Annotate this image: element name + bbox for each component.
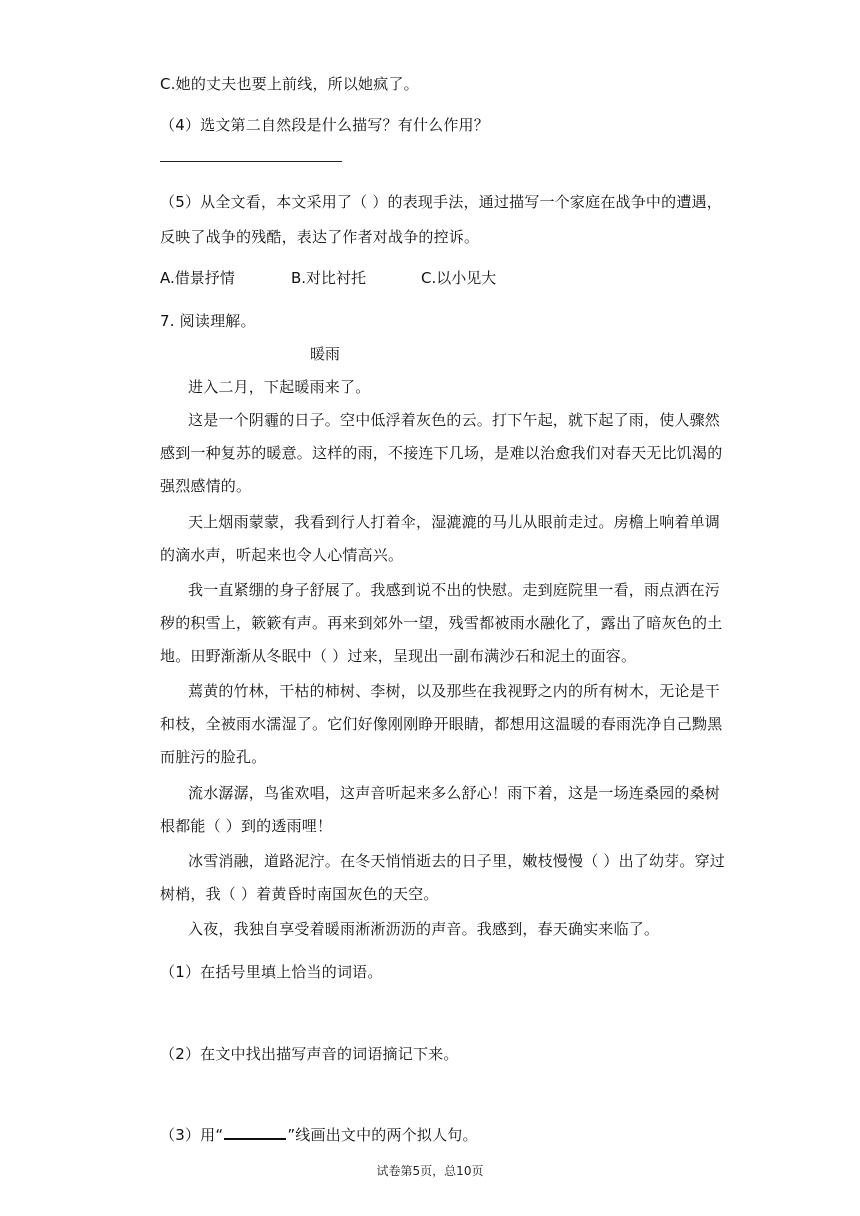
paragraph-3-line-1: 天上烟雨蒙蒙，我看到行人打着伞，湿漉漉的马儿从眼前走过。房檐上响着单调: [188, 513, 721, 531]
q7-sub-question-3: [160, 1124, 478, 1145]
underline-sample-mark: [224, 1124, 286, 1140]
q6-5-question-line2: 反映了战争的残酷，表达了作者对战争的控诉。: [160, 228, 480, 246]
page-footer: 试卷第5页，总10页: [376, 1164, 484, 1178]
passage-title: 暖雨: [310, 345, 341, 363]
paragraph-4-line-3: 地。田野渐渐从冬眠中（ ）过来，呈现出一副布满沙石和泥土的面容。: [160, 647, 637, 665]
paragraph-1-line-1: 进入二月，下起暖雨来了。: [188, 378, 371, 396]
paragraph-4-line-2: 秽的积雪上，簌簌有声。再来到郊外一望，残雪都被雨水融化了，露出了暗灰色的土: [160, 614, 723, 632]
paragraph-6-line-2: 根都能（ ）到的透雨哩！: [160, 817, 333, 835]
paragraph-8-line-1: 入夜，我独自享受着暖雨淅淅沥沥的声音。我感到，春天确实来临了。: [188, 920, 660, 938]
q7-heading: 7. 阅读理解。: [160, 312, 256, 330]
paragraph-5-line-3: 而脏污的脸孔。: [160, 748, 267, 766]
paragraph-5-line-1: 蔫黄的竹林，干枯的柿树、李树，以及那些在我视野之内的所有树木，无论是干: [188, 682, 721, 700]
q7-sub-question-2: （2）在文中找出描写声音的词语摘记下来。: [160, 1045, 459, 1063]
paragraph-4-line-1: 我一直紧绷的身子舒展了。我感到说不出的快慰。走到庭院里一看，雨点洒在污: [188, 581, 721, 599]
q6-5-option-b: B.对比衬托: [291, 269, 367, 287]
paragraph-2-line-2: 感到一种复苏的暖意。这样的雨，不接连下几场，是难以治愈我们对春天无比饥渴的: [160, 444, 723, 462]
paragraph-5-line-2: 和枝，全被雨水濡湿了。它们好像刚刚睁开眼睛，都想用这温暖的春雨洗净自己黝黑: [160, 715, 723, 733]
q7-sub-question-3-prefix: （3）用“: [160, 1126, 224, 1144]
q6-4-question: （4）选文第二自然段是什么描写？有什么作用？: [160, 116, 489, 134]
paragraph-6-line-1: 流水潺潺，鸟雀欢唱，这声音听起来多么舒心！雨下着，这是一场连桑园的桑树: [188, 784, 721, 802]
q7-sub-question-1: （1）在括号里填上恰当的词语。: [160, 963, 383, 981]
answer-blank-line[interactable]: [160, 161, 342, 162]
q7-sub-question-3-suffix: ”线画出文中的两个拟人句。: [287, 1126, 478, 1144]
paragraph-3-line-2: 的滴水声，听起来也令人心情高兴。: [160, 546, 404, 564]
q6-5-option-c: C.以小见大: [421, 269, 497, 287]
q6-5-question-line1: （5）从全文看，本文采用了（ ）的表现手法，通过描写一个家庭在战争中的遭遇，: [160, 193, 722, 211]
paragraph-7-line-1: 冰雪消融，道路泥泞。在冬天悄悄逝去的日子里，嫩枝慢慢（ ）出了幼芽。穿过: [188, 852, 725, 870]
paragraph-2-line-3: 强烈感情的。: [160, 477, 252, 495]
q6-option-c: C.她的丈夫也要上前线，所以她疯了。: [160, 75, 419, 93]
paragraph-7-line-2: 树梢，我（ ）着黄昏时南国灰色的天空。: [160, 885, 439, 903]
paragraph-2-line-1: 这是一个阴霾的日子。空中低浮着灰色的云。打下午起，就下起了雨，使人骤然: [188, 411, 721, 429]
q6-5-option-a: A.借景抒情: [160, 269, 235, 287]
